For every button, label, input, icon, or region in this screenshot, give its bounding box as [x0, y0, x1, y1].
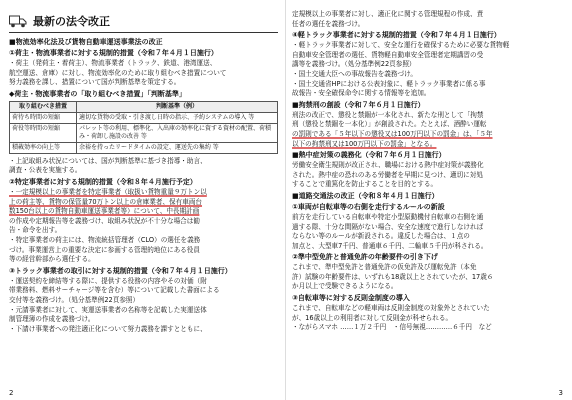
body-line: これまで、自転車などの軽車両は反則金制度の対象外とされていた: [292, 304, 490, 313]
section-heading: ■道路交通法の改正（令和８年４月１日施行）: [292, 191, 439, 200]
body-line: 告・命令を出す。: [9, 226, 62, 235]
body-line: ・一定規模以上の事業者を特定事業者（取扱い貨物重量９万トン以: [9, 187, 207, 196]
subsection-heading: ④軽トラック事業者に対する規制的措置（令和７年４月１日施行）: [292, 31, 501, 40]
body-line: ・国土交通大臣への事故報告を義務づけ。: [292, 69, 418, 78]
table-header: 取り組むべき措置: [10, 101, 77, 112]
subsection-heading: ①荷主・物流事業者に対する規制的措置（令和７年４月１日施行）: [9, 49, 218, 57]
body-line: ・上記取組み状況については、国が判断基準に基づき指導・助言、: [9, 156, 207, 165]
section-heading: ■拘禁刑の創設（令和７年６月１日施行）: [292, 100, 425, 109]
body-line: 前方を走行している自転車や特定小型原動機付自転車の右側を通: [292, 212, 484, 221]
body-line: された。熱中症の恐れのある労働者を早期に見つけ、適切に対処: [292, 170, 483, 179]
detention-penalty-text: [292, 111, 563, 149]
section-heading: ■物流効率化法及び貨物自動車運送事業法の改正: [9, 38, 163, 46]
page-number: 2: [9, 389, 14, 397]
subsection-heading: ③トラック事業者の取引に対する規制的措置（令和７年４月１日施行）: [9, 266, 232, 275]
body-line: づけ。事業運営上の重要な決定に参画する管理的地位にある役員: [9, 245, 200, 254]
body-line: 許）試験の年齢要件は、いずれも18歳以上とされていたが、17歳６: [292, 272, 494, 281]
subsection-heading: ②準中型免許と普通免許の年齢要件の引き下げ: [292, 253, 438, 262]
page-number: 3: [558, 389, 563, 397]
table-row: [10, 112, 278, 123]
body-line: 定規模以上の事業者に対し、適正化に関する管理規程の作成、責: [292, 10, 484, 18]
section-heading: ■熱中症対策の義務化（令和７年６月１日施行）: [292, 151, 446, 160]
table-row: [10, 123, 278, 142]
body-line: 数150台以上の貨物自動車運送事業者等）について、中長期計画: [9, 207, 200, 216]
page-title: 最新の法令改正: [33, 15, 110, 28]
body-line: ・下請け事業者への発注適正化について努力義務を課すとともに、: [9, 324, 207, 333]
body-line: 故報告・安全確保命令に関する情報等を追加。: [292, 89, 431, 98]
body-line: ・荷主（発荷主・着荷主）、物流事業者（トラック、鉄道、港湾運送、: [9, 59, 217, 67]
body-line: 交付等を義務づけ。（処分基準例22頁参照）: [9, 295, 140, 304]
table-header: 判断基準（例）: [77, 101, 278, 112]
table-row: [10, 142, 278, 153]
body-line: 努力義務を課し、措置について国が判断基準を策定する。: [9, 78, 181, 87]
table-cell: パレット等の利用、標準化、入出庫の効率化に資する資材の配置、荷積み・荷卸し施設の改善 等: [77, 123, 278, 142]
body-line: 制管理簿の作成を義務づけ。: [9, 315, 95, 324]
table-cell: 積載効率の向上等: [10, 142, 77, 153]
body-line: か月以上で受験できるようになる。: [292, 282, 398, 291]
subsection-heading: ②特定事業者に対する規制的措置（令和８年４月施行予定）: [9, 177, 197, 186]
table-cell: 適切な貨物の受取・引き渡し日時の指示、予約システムの導入 等: [77, 112, 278, 123]
body-line: ・特定事業者の荷主には、物流統括管理者（CLO）の選任を義務: [9, 235, 201, 244]
body-line: 以下の拘禁刑又は100万円以下の罰金」となる。: [292, 139, 437, 148]
body-line: の作成や定期報告等を義務づけ、取組み状況が不十分な場合は勧: [9, 216, 200, 225]
body-line: 調査・公表を実施する。: [9, 166, 82, 175]
right-page: [286, 0, 572, 400]
body-line: ・軽トラック事業者に対して、安全な運行を確保するために必要な貨物軽: [292, 41, 510, 50]
body-line: ならない等のルールが新設される。違反した場合は、１点の: [292, 232, 470, 241]
table-header-row: [10, 101, 278, 112]
body-line: 労働安全衛生規則が改正され、職場における熱中症対策が義務化: [292, 161, 484, 170]
subsection-heading: ①車両が自転車等の右側を走行するルールの新設: [292, 202, 445, 211]
body-line: 任者の選任を義務づけ。: [292, 19, 365, 28]
table-cell: 荷役等時間の短縮: [10, 123, 77, 142]
body-line: ・元請事業者に対して、実運送事業者の名称等を記載した実運送体: [9, 305, 207, 314]
truck-icon: [9, 14, 27, 28]
fine-examples: ・ながらスマホ ……１万２千円 ・信号無視…………６千円 など: [292, 323, 492, 332]
body-line: ・国土交通省HPにおける公表対象に、軽トラック事業者に係る事: [292, 79, 486, 88]
body-line: 等の経営幹部から選任する。: [9, 255, 95, 264]
body-line: の罰則である「５年以下の懲役又は100万円以下の罰金」は、「５年: [292, 129, 493, 138]
body-line: が、16歳以上の利用者に対して反則金が科せられる。: [292, 313, 453, 322]
body-line: 自動車安全管理者の選任、貨物軽自動車安全管理者定期講習の受: [292, 50, 484, 59]
body-line: 航空運送、倉庫）に対し、物流効率化のために取り組むべき措置について: [9, 68, 227, 77]
body-line: することで重篤化を防止することを目的とする。: [292, 180, 438, 189]
body-line: 講等を義務づけ。（処分基準例22頁参照）: [292, 60, 416, 69]
body-line: ・運送契約を締結等する際に、提供する役務の内容やその対価（附: [9, 276, 207, 285]
body-line: 上の荷主等、貨物の保管量70万トン以上の倉庫業者、保有車両台: [9, 197, 203, 206]
body-line: 加点と、大型車7千円、普通車６千円、二輪車５千円が科される。: [292, 241, 488, 250]
body-line: 刑法の改正で、懲役と禁錮が一本化され、新たな刑として「拘禁: [292, 110, 484, 119]
specified-operators-text: [9, 188, 278, 265]
table-cell: 余裕を持ったリードタイムの設定、運送先の集約 等: [77, 142, 278, 153]
subsection-heading: ③自転車等に対する反則金制度の導入: [292, 294, 410, 303]
measures-table: [9, 101, 278, 154]
body-line: 刑（懲役と禁錮を一本化）」が創設された。たとえば、酒酔い運転: [292, 120, 487, 129]
subsection-heading: ◆荷主・物流事業者の「取り組むべき措置」「判断基準」: [9, 89, 186, 98]
body-line: 帯業務料、燃料サーチャージ等を含む）等について記載した書面による: [9, 286, 220, 295]
title-bar: [9, 10, 278, 33]
body-line: 過する際、十分な間隔がない場合、安全な速度で進行しなければ: [292, 222, 484, 231]
table-cell: 荷待ち時間の短縮: [10, 112, 77, 123]
body-line: これまで、準中型免許と普通免許の仮免許及び運転免許（本免: [292, 263, 477, 272]
